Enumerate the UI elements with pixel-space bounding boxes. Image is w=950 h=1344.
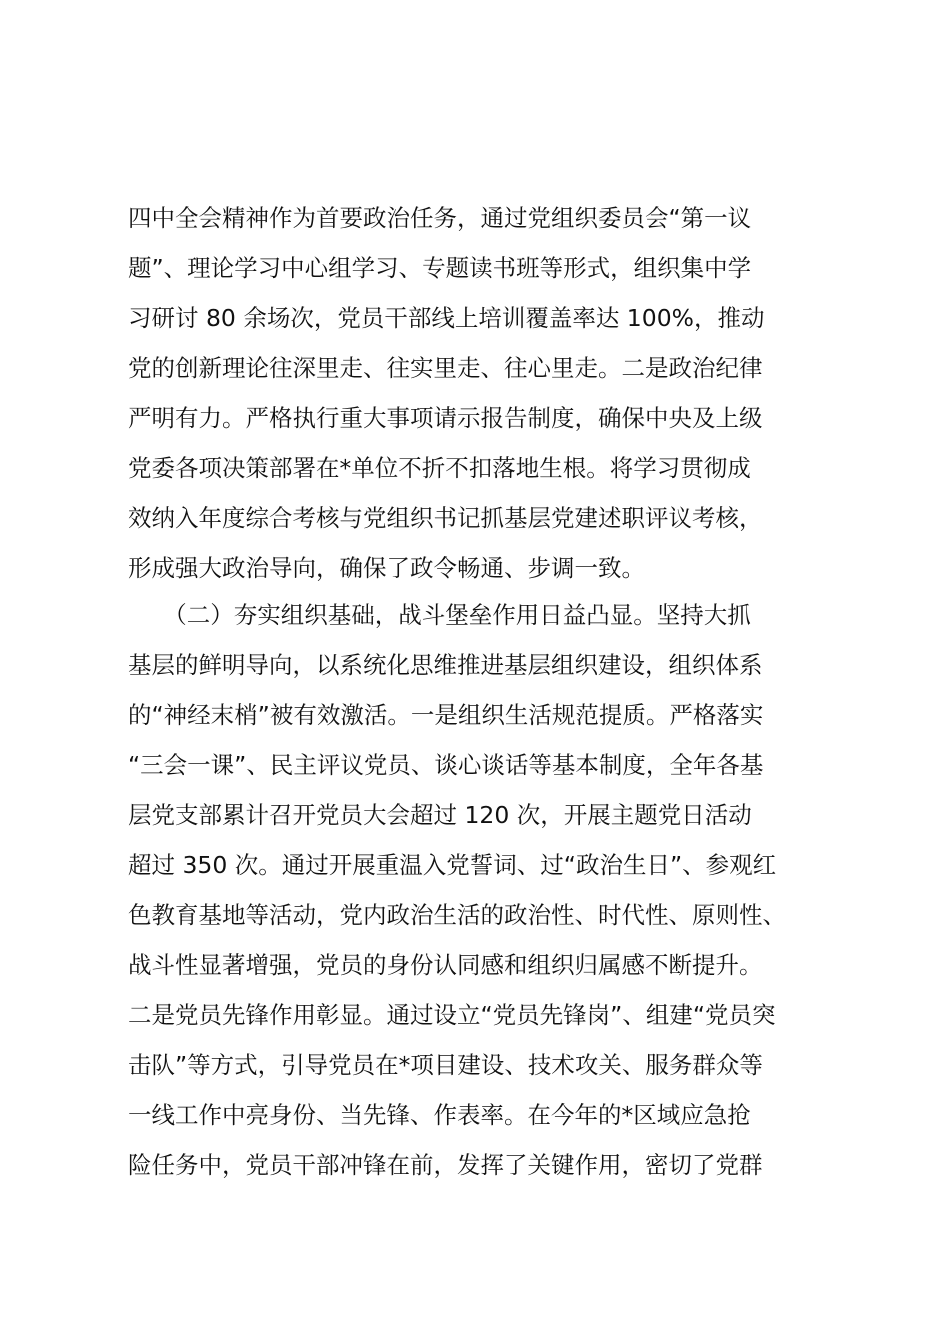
text-line: 击队”等方式，引导党员在*项目建设、技术攻关、服务群众等 (128, 1051, 763, 1079)
text-line: 形成强大政治导向，确保了政令畅通、步调一致。 (128, 554, 645, 582)
text-line: 一线工作中亮身份、当先锋、作表率。在今年的*区域应急抢 (128, 1101, 751, 1129)
text-line: 题”、理论学习中心组学习、专题读书班等形式，组织集中学 (128, 254, 752, 282)
text-line: 党的创新理论往深里走、往实里走、往心里走。二是政治纪律 (128, 354, 763, 382)
text-line: 四中全会精神作为首要政治任务，通过党组织委员会“第一议 (128, 204, 752, 232)
text-line: 险任务中，党员干部冲锋在前，发挥了关键作用，密切了党群 (128, 1151, 763, 1179)
text-line: 效纳入年度综合考核与党组织书记抓基层党建述职评议考核， (128, 504, 763, 532)
text-line: 色教育基地等活动，党内政治生活的政治性、时代性、原则性、 (128, 901, 786, 929)
text-line: 战斗性显著增强，党员的身份认同感和组织归属感不断提升。 (128, 951, 763, 979)
text-line: 党委各项决策部署在*单位不折不扣落地生根。将学习贯彻成 (128, 454, 751, 482)
text-line: 层党支部累计召开党员大会超过 120 次，开展主题党日活动 (128, 801, 752, 829)
section-heading-line: （二）夯实组织基础，战斗堡垒作用日益凸显。坚持大抓 (128, 601, 751, 629)
text-line: 超过 350 次。通过开展重温入党誓词、过“政治生日”、参观红 (128, 851, 777, 879)
text-line: 的“神经末梢”被有效激活。一是组织生活规范提质。严格落实 (128, 701, 764, 729)
text-line: 习研讨 80 余场次，党员干部线上培训覆盖率达 100%，推动 (128, 304, 765, 332)
text-line: 严明有力。严格执行重大事项请示报告制度，确保中央及上级 (128, 404, 763, 432)
text-line: 二是党员先锋作用彰显。通过设立“党员先锋岗”、组建“党员突 (128, 1001, 776, 1029)
text-line: “三会一课”、民主评议党员、谈心谈话等基本制度，全年各基 (128, 751, 764, 779)
text-line: 基层的鲜明导向，以系统化思维推进基层组织建设，组织体系 (128, 651, 763, 679)
